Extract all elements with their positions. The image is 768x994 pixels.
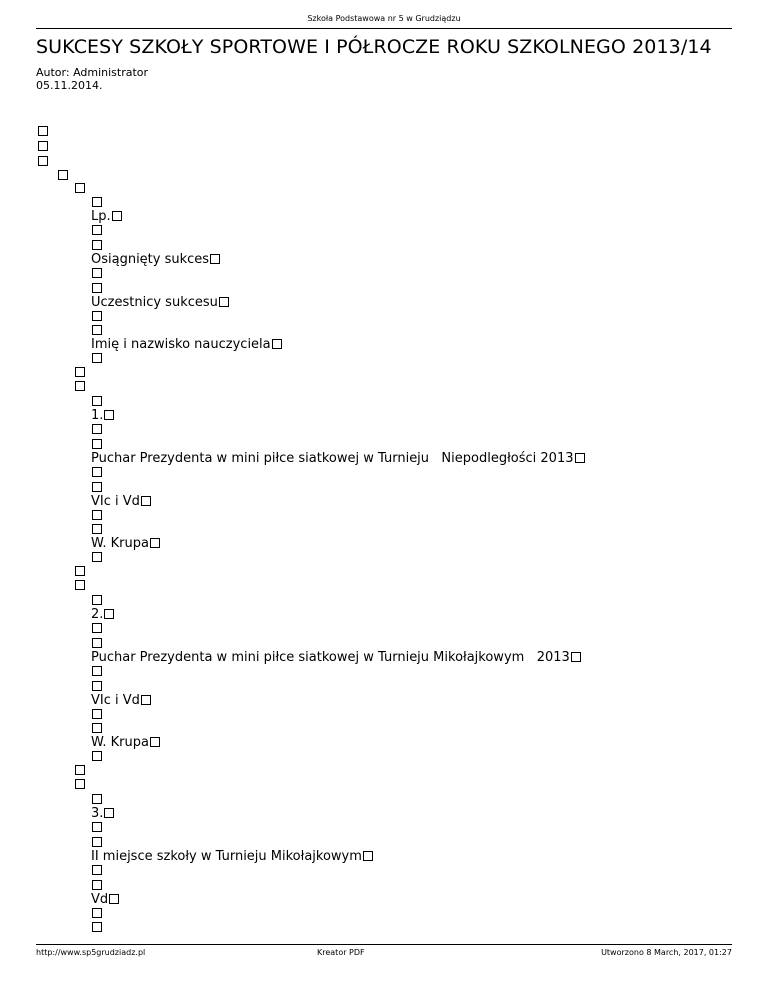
table-cell-sukces: II miejsce szkoły w Turnieju Mikołajkowym [91, 849, 373, 864]
missing-glyph-icon [112, 211, 122, 221]
missing-glyph-icon [92, 283, 102, 293]
missing-glyph-icon [92, 396, 102, 406]
table-row-close [74, 564, 85, 579]
article-title: SUKCESY SZKOŁY SPORTOWE I PÓŁROCZE ROKU SZKOLNEGO 2013/14 [36, 36, 712, 58]
footer-created: Utworzono 8 March, 2017, 01:27 [601, 948, 732, 957]
missing-glyph-icon [92, 837, 102, 847]
missing-glyph-icon [272, 339, 282, 349]
missing-glyph-icon [38, 156, 48, 166]
missing-glyph-icon [58, 170, 68, 180]
missing-glyph-icon [575, 453, 585, 463]
missing-glyph-icon [92, 638, 102, 648]
footer-creator: Kreator PDF [317, 948, 365, 957]
cell-open [91, 195, 102, 210]
cell-close [91, 820, 102, 835]
missing-glyph-icon [92, 311, 102, 321]
missing-glyph-line [57, 168, 68, 183]
missing-glyph-icon [109, 894, 119, 904]
page-header: Szkoła Podstawowa nr 5 w Grudziądzu [307, 14, 461, 23]
cell-close [91, 550, 102, 565]
table-row-close [74, 365, 85, 380]
missing-glyph-line [37, 139, 48, 154]
table-cell-lp: 3. [91, 806, 114, 821]
table-cell-uczestnicy: VIc i Vd [91, 693, 151, 708]
cell-close [91, 664, 102, 679]
table-cell-lp: 1. [91, 408, 114, 423]
missing-glyph-icon [92, 908, 102, 918]
cell-close [91, 223, 102, 238]
footer-divider [36, 944, 732, 945]
cell-close [91, 621, 102, 636]
cell-open [91, 792, 102, 807]
missing-glyph-icon [141, 695, 151, 705]
missing-glyph-line [37, 154, 48, 169]
missing-glyph-icon [92, 681, 102, 691]
missing-glyph-icon [75, 580, 85, 590]
missing-glyph-icon [92, 922, 102, 932]
missing-glyph-icon [92, 510, 102, 520]
missing-glyph-icon [92, 709, 102, 719]
cell-open [91, 878, 102, 893]
cell-close [91, 266, 102, 281]
cell-close [91, 422, 102, 437]
missing-glyph-icon [92, 467, 102, 477]
missing-glyph-icon [210, 254, 220, 264]
missing-glyph-icon [104, 808, 114, 818]
missing-glyph-line [37, 124, 48, 139]
missing-glyph-icon [92, 623, 102, 633]
missing-glyph-icon [92, 353, 102, 363]
cell-open [91, 835, 102, 850]
table-cell-nauczyciel: W. Krupa [91, 536, 160, 551]
missing-glyph-icon [75, 183, 85, 193]
cell-close [91, 749, 102, 764]
cell-open [91, 593, 102, 608]
missing-glyph-icon [38, 126, 48, 136]
cell-open [91, 394, 102, 409]
cell-close [91, 863, 102, 878]
cell-close [91, 707, 102, 722]
table-row-open [74, 181, 85, 196]
cell-close [91, 906, 102, 921]
missing-glyph-icon [92, 723, 102, 733]
cell-open [91, 920, 102, 935]
missing-glyph-icon [92, 865, 102, 875]
cell-open [91, 238, 102, 253]
missing-glyph-icon [571, 652, 581, 662]
cell-open [91, 323, 102, 338]
missing-glyph-icon [92, 268, 102, 278]
cell-close [91, 309, 102, 324]
article-date: 05.11.2014. [36, 79, 103, 92]
table-cell-uczestnicy: VIc i Vd [91, 494, 151, 509]
table-row-close [74, 763, 85, 778]
table-row-open [74, 379, 85, 394]
missing-glyph-icon [104, 609, 114, 619]
table-cell-sukces: Puchar Prezydenta w mini piłce siatkowej w Turnieju Niepodległości 2013 [91, 451, 585, 466]
missing-glyph-icon [92, 439, 102, 449]
table-cell-nauczyciel: W. Krupa [91, 735, 160, 750]
cell-open [91, 636, 102, 651]
missing-glyph-icon [75, 367, 85, 377]
missing-glyph-icon [92, 595, 102, 605]
table-cell-lp: 2. [91, 607, 114, 622]
cell-close [91, 351, 102, 366]
missing-glyph-icon [92, 794, 102, 804]
table-row-open [74, 578, 85, 593]
missing-glyph-icon [92, 482, 102, 492]
missing-glyph-icon [92, 880, 102, 890]
cell-close [91, 508, 102, 523]
missing-glyph-icon [92, 751, 102, 761]
footer-url: http://www.sp5grudziadz.pl [36, 948, 146, 957]
cell-open [91, 480, 102, 495]
header-divider [36, 28, 732, 29]
missing-glyph-icon [150, 737, 160, 747]
missing-glyph-icon [38, 141, 48, 151]
missing-glyph-icon [75, 779, 85, 789]
table-row-open [74, 777, 85, 792]
missing-glyph-icon [92, 325, 102, 335]
article-author: Autor: Administrator [36, 66, 149, 79]
table-header-uczestnicy: Uczestnicy sukcesu [91, 295, 229, 310]
missing-glyph-icon [92, 552, 102, 562]
missing-glyph-icon [75, 765, 85, 775]
table-cell-uczestnicy: Vd [91, 892, 119, 907]
table-header-sukces: Osiągnięty sukces [91, 252, 220, 267]
missing-glyph-icon [92, 424, 102, 434]
missing-glyph-icon [104, 410, 114, 420]
missing-glyph-icon [92, 197, 102, 207]
missing-glyph-icon [75, 566, 85, 576]
cell-open [91, 522, 102, 537]
missing-glyph-icon [75, 381, 85, 391]
cell-open [91, 437, 102, 452]
missing-glyph-icon [92, 225, 102, 235]
missing-glyph-icon [92, 524, 102, 534]
table-header-lp: Lp. [91, 209, 122, 224]
table-cell-sukces: Puchar Prezydenta w mini piłce siatkowej w Turnieju Mikołajkowym 2013 [91, 650, 581, 665]
cell-open [91, 281, 102, 296]
missing-glyph-icon [141, 496, 151, 506]
cell-open [91, 679, 102, 694]
missing-glyph-icon [92, 240, 102, 250]
missing-glyph-icon [363, 851, 373, 861]
missing-glyph-icon [92, 666, 102, 676]
missing-glyph-icon [150, 538, 160, 548]
table-header-nauczyciel: Imię i nazwisko nauczyciela [91, 337, 282, 352]
missing-glyph-icon [219, 297, 229, 307]
cell-open [91, 721, 102, 736]
cell-close [91, 465, 102, 480]
missing-glyph-icon [92, 822, 102, 832]
